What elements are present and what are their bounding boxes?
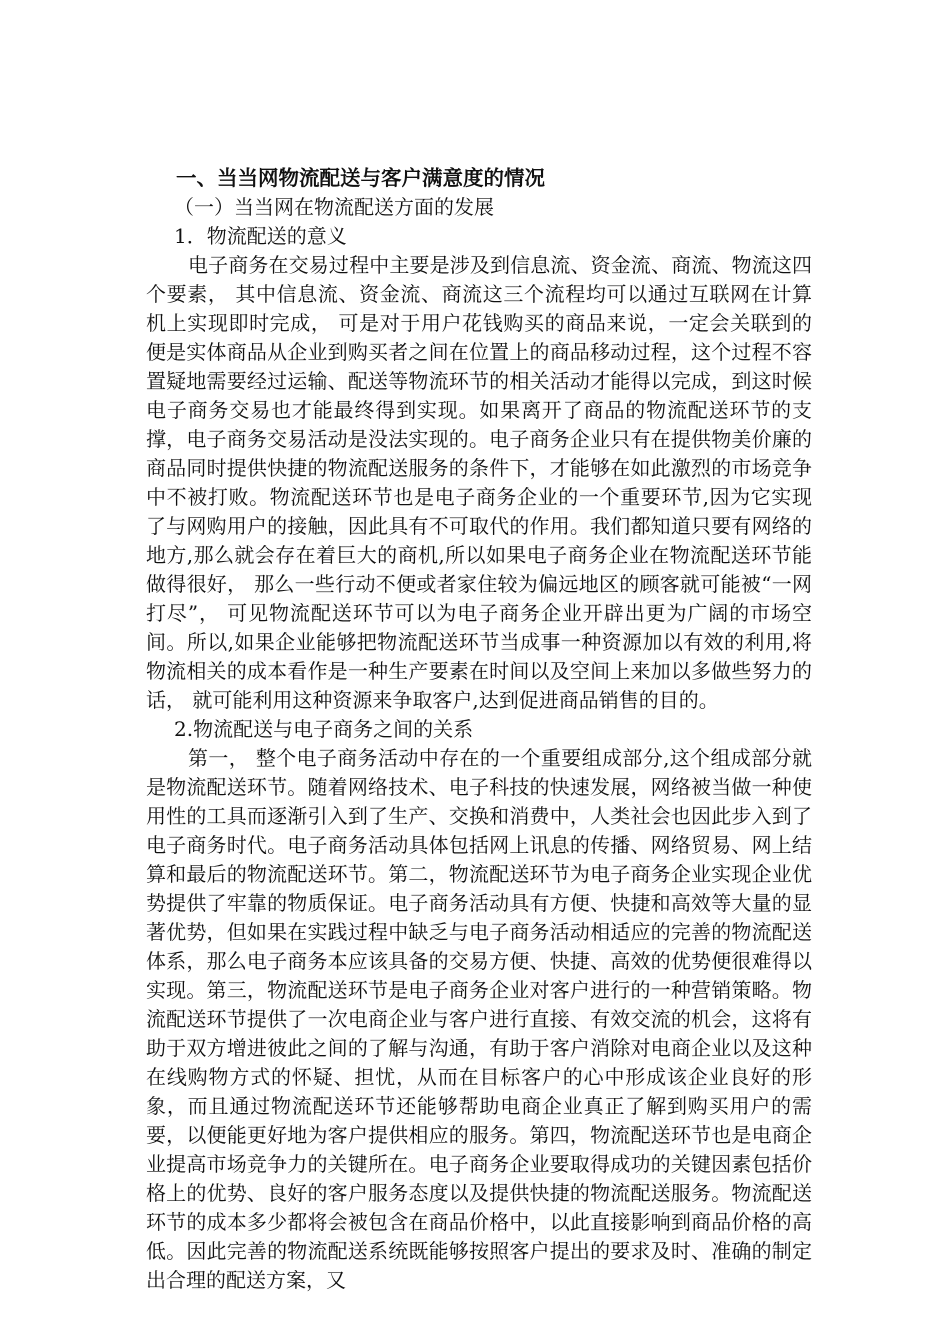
section-heading: 一、当当网物流配送与客户满意度的情况 [176,166,545,190]
paragraph-1: 电子商务在交易过程中主要是涉及到信息流、资金流、商流、物流这四个要素， 其中信息流、资金流、商流这三个流程均可以通过互联网在计算机上实现即时完成， 可是对于用户花钱购买的商品来说，一定会关联到的便是实体商品从企业到购买者之间在位置上的商品移动过程，这个过程不容置疑地需要经过运输、配送等物流环节的相关活动才能得以完成，到这时候电子商务交易也才能最终得到实现。如果离开了商品的物流配送环节的支撑，电子商务交易活动是没法实现的。电子商务企业只有在提供物美价廉的商品同时提供快捷的物流配送服务的条件下，才能够在如此激烈的市场竞争中不被打败。物流配送环节也是电子商务企业的一个重要环节,因为它实现了与网购用户的接触，因此具有不可取代的作用。我们都知道只要有网络的地方,那么就会存在着巨大的商机,所以如果电子商务企业在物流配送环节能做得很好， 那么一些行动不便或者家住较为偏远地区的顾客就可能被“一网打尽”， 可见物流配送环节可以为电子商务企业开辟出更为广阔的市场空间。所以,如果企业能够把物流配送环节当成事一种资源加以有效的利用,将物流相关的成本看作是一种生产要素在时间以及空间上来加以多做些努力的话， 就可能利用这种资源来争取客户,达到促进商品销售的目的。 [146,253,812,712]
item-heading-2: 2.物流配送与电子商务之间的关系 [174,717,474,741]
paragraph-2: 第一， 整个电子商务活动中存在的一个重要组成部分,这个组成部分就是物流配送环节。随着网络技术、电子科技的快速发展，网络被当做一种使用性的工具而逐渐引入到了生产、交换和消费中，人类社会也因此步入到了电子商务时代。电子商务活动具体包括网上讯息的传播、网络贸易、网上结算和最后的物流配送环节。第二，物流配送环节为电子商务企业实现企业优势提供了牢靠的物质保证。电子商务活动具有方便、快捷和高效等大量的显著优势，但如果在实践过程中缺乏与电子商务活动相适应的完善的物流配送体系，那么电子商务本应该具备的交易方便、快捷、高效的优势便很难得以实现。第三，物流配送环节是电子商务企业对客户进行的一种营销策略。物流配送环节提供了一次电商企业与客户进行直接、有效交流的机会，这将有助于双方增进彼此之间的了解与沟通，有助于客户消除对电商企业以及这种在线购物方式的怀疑、担忧，从而在目标客户的心中形成该企业良好的形象，而且通过物流配送环节还能够帮助电商企业真正了解到购买用户的需要，以便能更好地为客户提供相应的服务。第四，物流配送环节也是电商企业提高市场竞争力的关键所在。电子商务企业要取得成功的关键因素包括价格上的优势、良好的客户服务态度以及提供快捷的物流配送服务。物流配送环节的成本多少都将会被包含在商品价格中，以此直接影响到商品价格的高低。因此完善的物流配送系统既能够按照客户提出的要求及时、准确的制定出合理的配送方案，又 [146,746,812,1292]
subsection-heading: （一）当当网在物流配送方面的发展 [174,195,494,219]
item-heading-1: 1．物流配送的意义 [174,224,347,248]
document-body [146,164,812,1295]
